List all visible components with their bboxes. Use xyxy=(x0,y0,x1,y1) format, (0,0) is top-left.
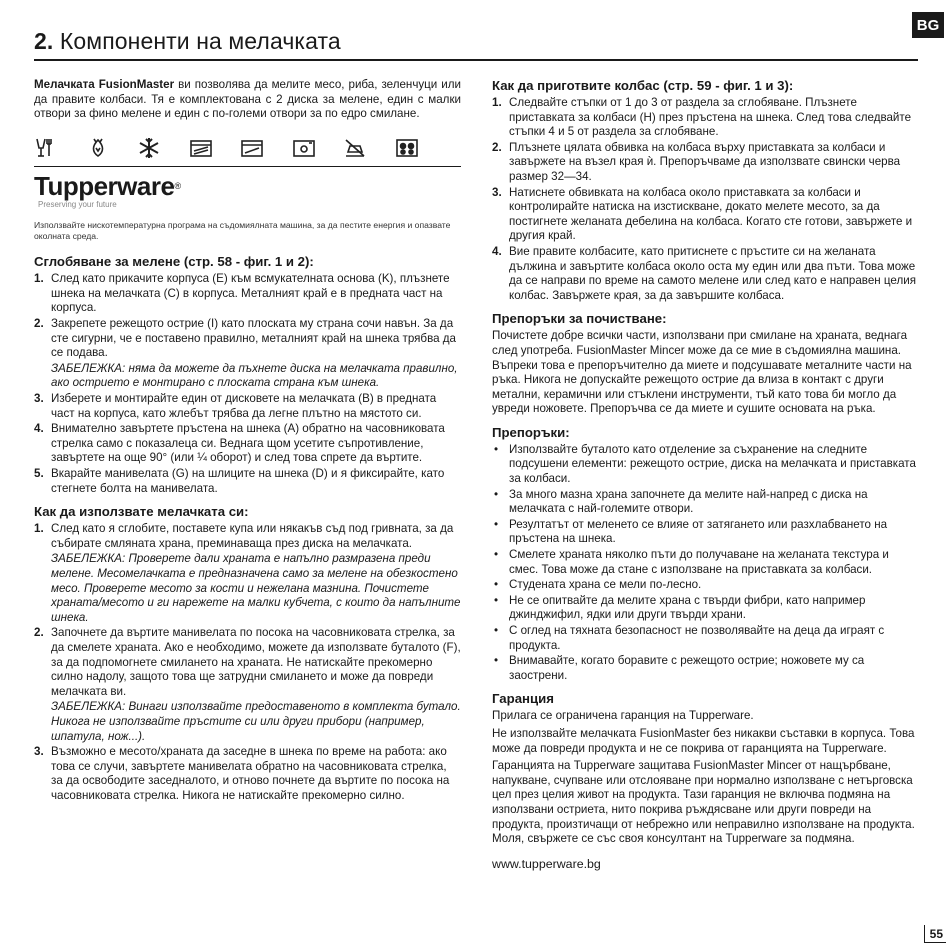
tips-heading: Препоръки: xyxy=(492,424,570,440)
warranty-paragraph: Не използвайте мелачката FusionMaster без никакви съставки в корпуса. Това може да повреди продукта и не се покрива от гаранцията на Tupperware. xyxy=(492,726,915,755)
step-text: Вкарайте манивелата (G) на шлиците на шнека (D) и я фиксирайте, като стегнете болта на манивелата. xyxy=(51,467,445,495)
icons-divider xyxy=(34,166,461,168)
assembly-step xyxy=(34,422,461,466)
cleaning-heading: Препоръки за почистване: xyxy=(492,311,667,327)
assembly-step xyxy=(34,317,461,391)
list-item: • С оглед на тяхната безопасност не позволявайте на деца да играят с продукта. xyxy=(492,624,918,653)
step-text: Възможно е месото/храната да заседне в шнека по време на работа: ако това се случи, завъртете манивелата обратно на часовниковата стрелка, за да освободите заседналото, и отново почнете да въртите по посока на часовниковата стрелка. Никога не натискайте прекомерно силно. xyxy=(51,745,450,802)
cleaning-section xyxy=(492,311,918,417)
left-column xyxy=(34,78,461,811)
step-number: 4. xyxy=(34,422,44,436)
usage-section xyxy=(34,504,461,803)
intro-text: ви позволява да мелите месо, риба, зеленчуци или да правите колбаси. Тя е комплектована с 2 диска за мелене, един с малки отвори за фино мелене и един с по-големи отвори за по едро смилане. xyxy=(34,78,461,121)
step-text: Следвайте стъпки от 1 до 3 от раздела за сглобяване. Плъзнете приставката за колбаси (H) през пръстена на шнека. След това следвайте стъпки 4 и 5 от раздела за сглобяване. xyxy=(509,96,912,139)
step-number: 2. xyxy=(34,317,44,331)
list-item: • Внимавайте, когато боравите с режещото острие; ножовете му са заострени. xyxy=(492,654,918,683)
sausage-step xyxy=(492,245,918,303)
page-number: 55 xyxy=(924,925,946,943)
warranty-section xyxy=(492,691,918,846)
right-column xyxy=(492,78,918,871)
usage-step xyxy=(34,745,461,803)
language-badge: BG xyxy=(912,12,944,38)
step-note: ЗАБЕЛЕЖКА: Проверете дали храната е напълно размразена преди мелене. Месомелачката е предназначена само за мелене на обезкостено месо. Проверете месото за кости и нежелана мазнина. Почистете храната/месото и ги нарежете на малки кубчета, с които да напълните шнека. xyxy=(51,552,461,624)
sausage-section xyxy=(492,78,918,303)
care-icons-row xyxy=(34,132,419,164)
sausage-steps xyxy=(492,96,918,303)
dishwasher-icon xyxy=(34,136,58,160)
assembly-step xyxy=(34,392,461,421)
logo-registered-mark: ® xyxy=(174,181,181,192)
warranty-paragraph: Прилага се ограничена гаранция на Tupperware. xyxy=(492,709,754,723)
step-text: Вие правите колбасите, като притиснете с пръстите си на желаната дължина и завъртите колбаса около оста му един или два пъти. Това може да се направи по време на самото мелене или след като е направен целия колбас. Завържете края, за да завършите колбаса. xyxy=(509,244,917,302)
section-number: 2. xyxy=(34,28,54,54)
assembly-section xyxy=(34,254,461,496)
freezer-icon xyxy=(137,136,161,160)
step-text: Внимателно завъртете пръстена на шнека (A) обратно на часовниковата стрелка само с показалеца си. Веднага щом усетите съпротивление, завъртете на още 90° (или ¼ оборот) и след това спрете да въртите. xyxy=(51,422,445,465)
usage-steps xyxy=(34,522,461,803)
step-number: 2. xyxy=(492,140,502,154)
tips-section xyxy=(492,425,918,684)
title-divider xyxy=(34,59,918,61)
eco-note: Използвайте нискотемпературна програма на съдомиялната машина, за да пестите енергия и опазвате околната среда. xyxy=(34,220,451,242)
oven-icon xyxy=(189,136,213,160)
step-text: Започнете да въртите манивелата по посока на часовниковата стрелка, за да смелете храната. Ако е необходимо, можете да използвате буталото (F), за да подпомогнете смилането на храната. Не натискайте прекомерно силно надолу, защото това ще затрудни смилането и може да повреди мелачката ви. xyxy=(51,626,461,698)
tips-list xyxy=(492,443,918,684)
usage-step xyxy=(34,626,461,744)
sausage-step xyxy=(492,96,918,140)
oven-icon xyxy=(240,136,264,160)
usage-heading: Как да използвате мелачката си: xyxy=(34,504,249,520)
page-title xyxy=(34,28,341,55)
tupperware-logo xyxy=(34,171,461,202)
step-number: 4. xyxy=(492,244,502,258)
intro-paragraph xyxy=(34,78,461,122)
list-item: • Смелете храната няколко пъти до получаване на желаната текстура и смес. Това може да стане с използване на приставката за колбаси. xyxy=(492,548,918,577)
sausage-step xyxy=(492,141,918,185)
step-text: Плъзнете цялата обвивка на колбаса върху приставката за колбаси и завържете на възел края ѝ. Препоръчваме да използвате свински черва размер 32—34. xyxy=(509,140,901,183)
list-item: • Не се опитвайте да мелите храна с твърди фибри, като например джинджифил, ядки или други твърди храни. xyxy=(492,594,918,623)
assembly-step xyxy=(34,272,461,316)
step-number: 1. xyxy=(34,522,44,536)
step-number: 2. xyxy=(34,626,44,640)
usage-step xyxy=(34,522,461,625)
assembly-heading: Сглобяване за мелене (стр. 58 - фиг. 1 и 2): xyxy=(34,254,314,270)
step-number: 5. xyxy=(34,467,44,480)
hob-icon xyxy=(395,136,419,160)
sausage-heading: Как да приготвите колбас (стр. 59 - фиг. 1 и 3): xyxy=(492,78,794,93)
list-item: • Използвайте буталото като отделение за съхранение на следните подсушени елементи: режещото острие, диска на мелачката и приставката за колбаси. xyxy=(492,443,918,487)
step-number: 1. xyxy=(34,272,44,286)
step-number: 3. xyxy=(34,392,44,406)
list-item: • За много мазна храна започнете да мелите най-напред с диска на мелачката с най-големите отвори. xyxy=(492,488,918,517)
list-item: • Резултатът от меленето се влияе от затягането или разхлабването на пръстена на шнека. xyxy=(492,518,918,547)
step-number: 3. xyxy=(34,745,44,759)
assembly-step xyxy=(34,467,461,496)
sausage-step xyxy=(492,186,918,244)
step-text: Изберете и монтирайте един от дисковете на мелачката (B) в предната част на корпуса, като жлебът трябва да легне плътно на мястото си. xyxy=(51,392,437,420)
microwave-icon xyxy=(86,136,110,160)
warranty-paragraph: Гаранцията на Tupperware защитава FusionMaster Mincer от нащърбване, напукване, счупване или отслояване при нормално използване с нетърговска цел през целия живот на продукта. Тази гаранция не включва подмяна на използвани остриета, нито покрива ръждясване или други повреди на продукта, произтичащи от небрежно или неправилно използване на продукта. Моля, свържете се със своя консултант на Tupperware за подмяна. xyxy=(492,759,915,846)
step-note: ЗАБЕЛЕЖКА: няма да можете да пъхнете диска на мелачката правилно, ако острието е монтирано с плоската страна към шнека. xyxy=(51,361,458,390)
step-text: Закрепете режещото острие (I) като плоската му страна сочи навън. За да сте сигурни, че е поставено правилно, металният край на шнека трябва да се подава. xyxy=(51,317,456,360)
section-title: Компоненти на мелачката xyxy=(59,28,341,54)
logo-wordmark: Tupperware xyxy=(34,171,175,202)
intro-brand: Мелачката FusionMaster xyxy=(34,78,175,91)
step-number: 1. xyxy=(492,96,502,109)
fan-oven-icon xyxy=(292,136,316,160)
no-stovetop-icon xyxy=(343,136,367,160)
warranty-heading: Гаранция xyxy=(492,691,554,707)
step-text: След като прикачите корпуса (E) към всмукателната основа (K), плъзнете шнека на мелачката (C) в корпуса. Металният край е в предната част на корпуса. xyxy=(51,272,450,315)
logo-tagline: Preserving your future xyxy=(38,200,117,210)
assembly-steps xyxy=(34,272,461,496)
step-text: След като я сглобите, поставете купа или някакъв съд под гривната, за да събирате смляната храна, преминаваща през диска на мелачката. xyxy=(51,522,454,550)
cleaning-text: Почистете добре всички части, използвани при смилане на храната, веднага след употреба. FusionMaster Mincer може да се мие в съдомиялна машина. Въпреки това е препоръчително да миете и подсушавате металните части на ръка. Никога не допускайте режещото острие да влиза в контакт с други метални, керамични или стъклени инструменти, тъй като това би могло да увреди ножовете. Препоръчва се да миете и сушите основата на ръка. xyxy=(492,329,912,416)
step-note: ЗАБЕЛЕЖКА: Винаги използвайте предоставеното в комплекта бутало. Никога не използвайте пръстите си или други прибори (например, шпатула, нож...). xyxy=(51,700,461,743)
list-item: • Студената храна се мели по-лесно. xyxy=(492,578,918,593)
website-link[interactable]: www.tupperware.bg xyxy=(492,856,601,871)
step-number: 3. xyxy=(492,185,502,199)
step-text: Натиснете обвивката на колбаса около приставката за колбаси и контролирайте натиска на изстискване, докато мелете месото, за да постигнете желаната дебелина на колбаса. Когато сте готови, завържете и другия край. xyxy=(509,185,913,243)
